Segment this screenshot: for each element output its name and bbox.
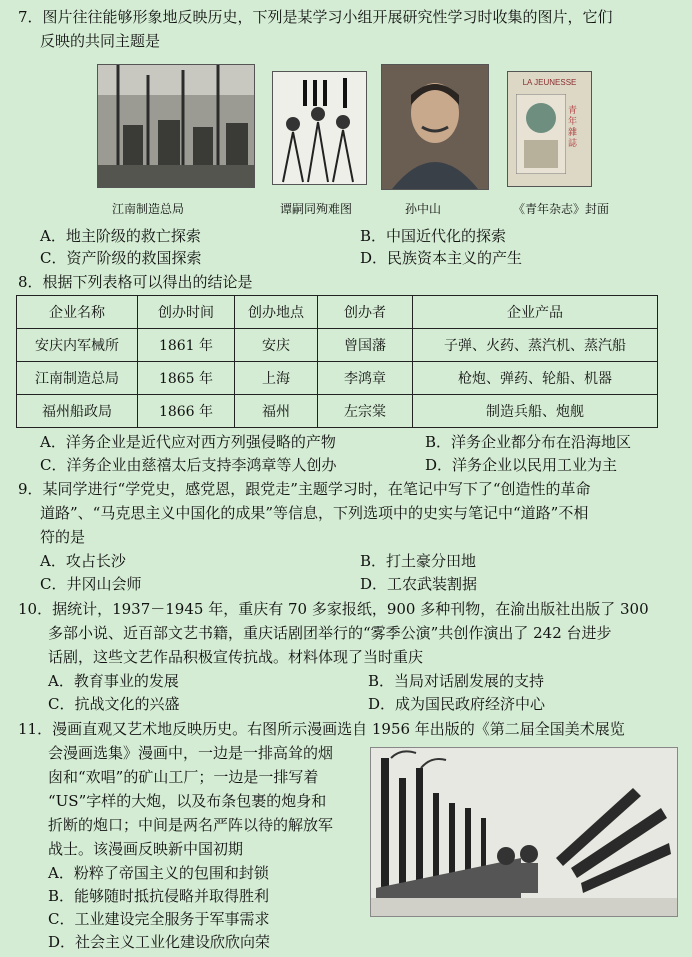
header-cell: 创办地点 — [235, 296, 318, 329]
table-header-row — [17, 296, 658, 329]
q10-option-a[interactable]: A．教育事业的发展 — [48, 672, 179, 690]
q9-option-a[interactable]: A．攻占长沙 — [40, 552, 126, 570]
q9-stem-line2: 道路”、“马克思主义中国化的成果”等信息，下列选项中的史实与笔记中“道路”不相 — [40, 504, 589, 522]
q11-stem-line6: 战士。该漫画反映新中国初期 — [48, 840, 244, 858]
header-cell: 企业名称 — [17, 296, 138, 329]
table-row — [17, 329, 658, 362]
q8-option-d[interactable]: D．洋务企业以民用工业为主 — [425, 456, 618, 474]
q9-option-d[interactable]: D．工农武装割据 — [360, 575, 478, 593]
table-row — [17, 362, 658, 395]
table-cell: 福州 — [235, 395, 318, 428]
table-cell: 1866 年 — [138, 395, 235, 428]
header-cell: 创办者 — [318, 296, 413, 329]
cartoon-illustration — [370, 747, 678, 917]
caption-youth-magazine: 《青年杂志》封面 — [513, 202, 610, 216]
q8-stem: 8．根据下列表格可以得出的结论是 — [18, 273, 253, 291]
header-cell: 企业产品 — [413, 296, 658, 329]
q7-stem-line2: 反映的共同主题是 — [40, 32, 161, 50]
q11-stem-line3: 囱和“欢唱”的矿山工厂；一边是一排写着 — [48, 768, 319, 786]
q7-option-d[interactable]: D．民族资本主义的产生 — [360, 249, 523, 267]
q11-option-b[interactable]: B．能够随时抵抗侵略并取得胜利 — [48, 887, 270, 905]
q7-stem-line1: 7．图片往往能够形象地反映历史，下列是某学习小组开展研究性学习时收集的图片，它们 — [18, 8, 613, 26]
q11-option-d[interactable]: D．社会主义工业化建设欣欣向荣 — [48, 933, 271, 951]
q11-option-c[interactable]: C．工业建设完全服务于军事需求 — [48, 910, 270, 928]
q8-option-a[interactable]: A．洋务企业是近代应对西方列强侵略的产物 — [40, 433, 336, 451]
q8-option-b[interactable]: B．洋务企业都分布在沿海地区 — [425, 433, 632, 451]
q10-option-b[interactable]: B．当局对话剧发展的支持 — [368, 672, 545, 690]
q10-stem-line1: 10．据统计，1937－1945 年，重庆有 70 多家报纸，900 多种刊物，在渝出版社出版了 300 — [18, 600, 649, 618]
caption-tan-sitong: 谭嗣同殉难图 — [280, 202, 353, 216]
cover-title: LA JEUNESSE — [522, 78, 577, 87]
q8-option-c[interactable]: C．洋务企业由慈禧太后支持李鸿章等人创办 — [40, 456, 337, 474]
table-cell: 李鸿章 — [318, 362, 413, 395]
header-cell: 创办时间 — [138, 296, 235, 329]
q11-stem-line2: 会漫画选集》漫画中，一边是一排高耸的烟 — [48, 744, 334, 762]
table-row — [17, 395, 658, 428]
table-cell: 安庆 — [235, 329, 318, 362]
q7-option-b[interactable]: B．中国近代化的探索 — [360, 227, 507, 245]
table-cell: 子弹、火药、蒸汽机、蒸汽船 — [413, 329, 658, 362]
q7-option-a[interactable]: A．地主阶级的救亡探索 — [40, 227, 201, 245]
q11-stem-line5: 折断的炮口；中间是两名严阵以待的解放军 — [48, 816, 334, 834]
q10-stem-line2: 多部小说、近百部文艺书籍，重庆话剧团举行的“雾季公演”共创作演出了 242 台进步 — [48, 624, 612, 642]
table-cell: 左宗棠 — [318, 395, 413, 428]
table-cell: 安庆内军械所 — [17, 329, 138, 362]
q10-stem-line3: 话剧，这些文艺作品积极宣传抗战。材料体现了当时重庆 — [48, 648, 424, 666]
caption-jiangnan: 江南制造总局 — [112, 202, 185, 216]
table-cell: 1865 年 — [138, 362, 235, 395]
table-cell: 上海 — [235, 362, 318, 395]
table-cell: 制造兵船、炮舰 — [413, 395, 658, 428]
q9-stem-line3: 符的是 — [40, 528, 86, 546]
cover-cn-title: 青年雜誌 — [568, 106, 578, 149]
table-cell: 福州船政局 — [17, 395, 138, 428]
table-cell: 1861 年 — [138, 329, 235, 362]
caption-sun-yatsen: 孙中山 — [405, 202, 442, 216]
q9-option-c[interactable]: C．井冈山会师 — [40, 575, 142, 593]
youth-magazine-cover — [507, 71, 592, 187]
q9-stem-line1: 9．某同学进行“学党史，感党恩，跟党走”主题学习时，在笔记中写下了“创造性的革命 — [18, 480, 591, 498]
q11-stem-line1: 11．漫画直观又艺术地反映历史。右图所示漫画选自 1956 年出版的《第二届全国美术展览 — [18, 720, 625, 738]
q7-option-c[interactable]: C．资产阶级的救国探索 — [40, 249, 202, 267]
table-cell: 曾国藩 — [318, 329, 413, 362]
jiangnan-arsenal-photo — [97, 64, 255, 188]
table-cell: 枪炮、弹药、轮船、机器 — [413, 362, 658, 395]
sun-yatsen-portrait — [381, 64, 489, 190]
tan-sitong-drawing — [272, 71, 367, 185]
table-cell: 江南制造总局 — [17, 362, 138, 395]
q9-option-b[interactable]: B．打土豪分田地 — [360, 552, 477, 570]
q10-option-d[interactable]: D．成为国民政府经济中心 — [368, 695, 546, 713]
q11-option-a[interactable]: A．粉粹了帝国主义的包围和封锁 — [48, 864, 269, 882]
q11-stem-line4: “US”字样的大炮，以及布条包裹的炮身和 — [48, 792, 327, 810]
q10-option-c[interactable]: C．抗战文化的兴盛 — [48, 695, 180, 713]
enterprise-table — [16, 295, 658, 428]
